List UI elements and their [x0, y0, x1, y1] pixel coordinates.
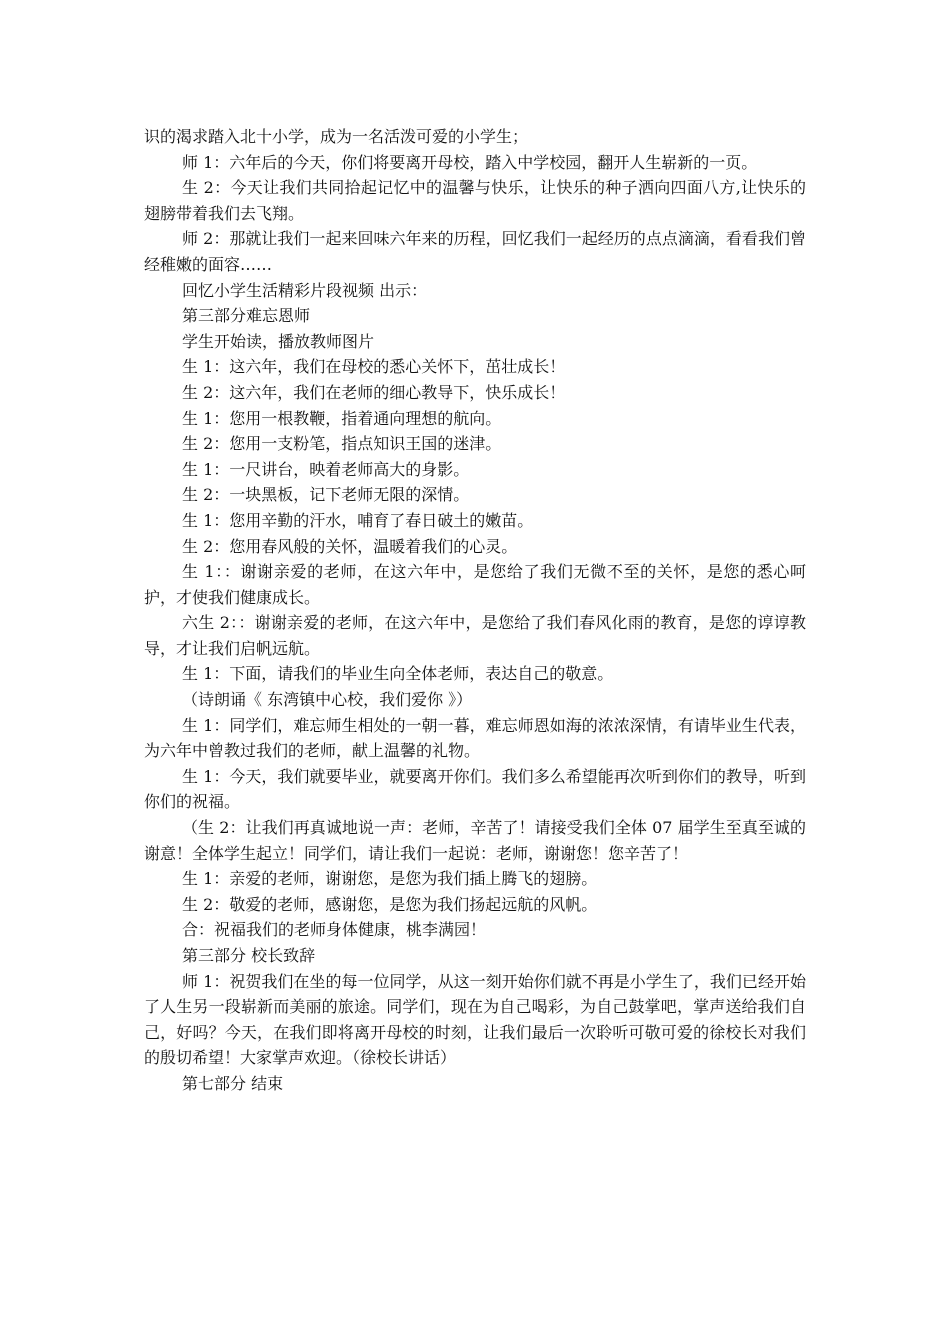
paragraph: 生 2：一块黑板，记下老师无限的深情。 [182, 485, 470, 505]
paragraph: 师 1：六年后的今天，你们将要离开母校，踏入中学校园，翻开人生崭新的一页。 [182, 152, 758, 172]
paragraph: 生 2：您用一支粉笔，指点知识王国的迷津。 [182, 434, 502, 454]
paragraph: （诗朗诵《 东湾镇中心校，我们爱你 》） [182, 690, 473, 710]
document-body [144, 124, 806, 1097]
paragraph: 生 1：同学们，难忘师生相处的一朝一暮，难忘师恩如海的浓浓深情，有请毕业生代表，为六年中曾教过我们的老师，献上温馨的礼物。 [144, 715, 806, 761]
paragraph: 师 1：祝贺我们在坐的每一位同学，从这一刻开始你们就不再是小学生了，我们已经开始了人生另一段崭新而美丽的旅途。同学们，现在为自己喝彩，为自己鼓掌吧，掌声送给我们自己，好吗？今天，在我们即将离开母校的时刻，让我们最后一次聆听可敬可爱的徐校长对我们的殷切希望！大家掌声欢迎。（徐校长讲话） [144, 971, 806, 1068]
paragraph: 识的渴求踏入北十小学，成为一名活泼可爱的小学生； [144, 127, 529, 146]
paragraph: 生 2：您用春风般的关怀，温暖着我们的心灵。 [182, 536, 518, 556]
paragraph: 生 1：您用一根教鞭，指着通向理想的航向。 [182, 408, 502, 428]
paragraph: 生 2：这六年，我们在老师的细心教导下，快乐成长！ [182, 382, 566, 402]
paragraph: 第三部分难忘恩师 [182, 306, 311, 326]
paragraph: 生 1：今天，我们就要毕业，就要离开你们。我们多么希望能再次听到你们的教导，听到你们的祝福。 [144, 766, 806, 812]
paragraph: 六生 2：：谢谢亲爱的老师，在这六年中，是您给了我们春风化雨的教育，是您的谆谆教导，才让我们启帆远航。 [144, 613, 806, 658]
paragraph: 生 1：您用辛勤的汗水，哺育了春日破土的嫩苗。 [182, 510, 534, 530]
paragraph: 生 1：亲爱的老师，谢谢您，是您为我们插上腾飞的翅膀。 [182, 869, 598, 889]
paragraph: 第三部分 校长致辞 [182, 946, 316, 965]
paragraph: 生 1：：谢谢亲爱的老师，在这六年中，是您给了我们无微不至的关怀，是您的悉心呵护，才使我们健康成长。 [144, 562, 806, 607]
paragraph: 生 1：下面，请我们的毕业生向全体老师，表达自己的敬意。 [182, 664, 614, 684]
paragraph: 回忆小学生活精彩片段视频 出示： [182, 280, 428, 300]
paragraph: 生 2：今天让我们共同拾起记忆中的温馨与快乐，让快乐的种子洒向四面八方,让快乐的翅膀带着我们去飞翔。 [144, 178, 806, 223]
paragraph: 生 2：敬爱的老师，感谢您，是您为我们扬起远航的风帆。 [182, 894, 598, 914]
paragraph: 第七部分 结束 [182, 1073, 284, 1093]
paragraph: 师 2：那就让我们一起来回味六年来的历程，回忆我们一起经历的点点滴滴，看看我们曾经稚嫩的面容…… [144, 229, 806, 274]
paragraph: 合：祝福我们的老师身体健康，桃李满园！ [182, 920, 487, 940]
paragraph: 生 1：这六年，我们在母校的悉心关怀下，茁壮成长！ [182, 357, 566, 377]
paragraph: 生 1：一尺讲台，映着老师高大的身影。 [182, 459, 470, 479]
paragraph: 学生开始读，播放教师图片 [182, 331, 375, 351]
paragraph: （生 2：让我们再真诚地说一声：老师，辛苦了！请接受我们全体 07 届学生至真至诚的谢意！全体学生起立！同学们，请让我们一起说：老师，谢谢您！您辛苦了！ [144, 818, 806, 863]
